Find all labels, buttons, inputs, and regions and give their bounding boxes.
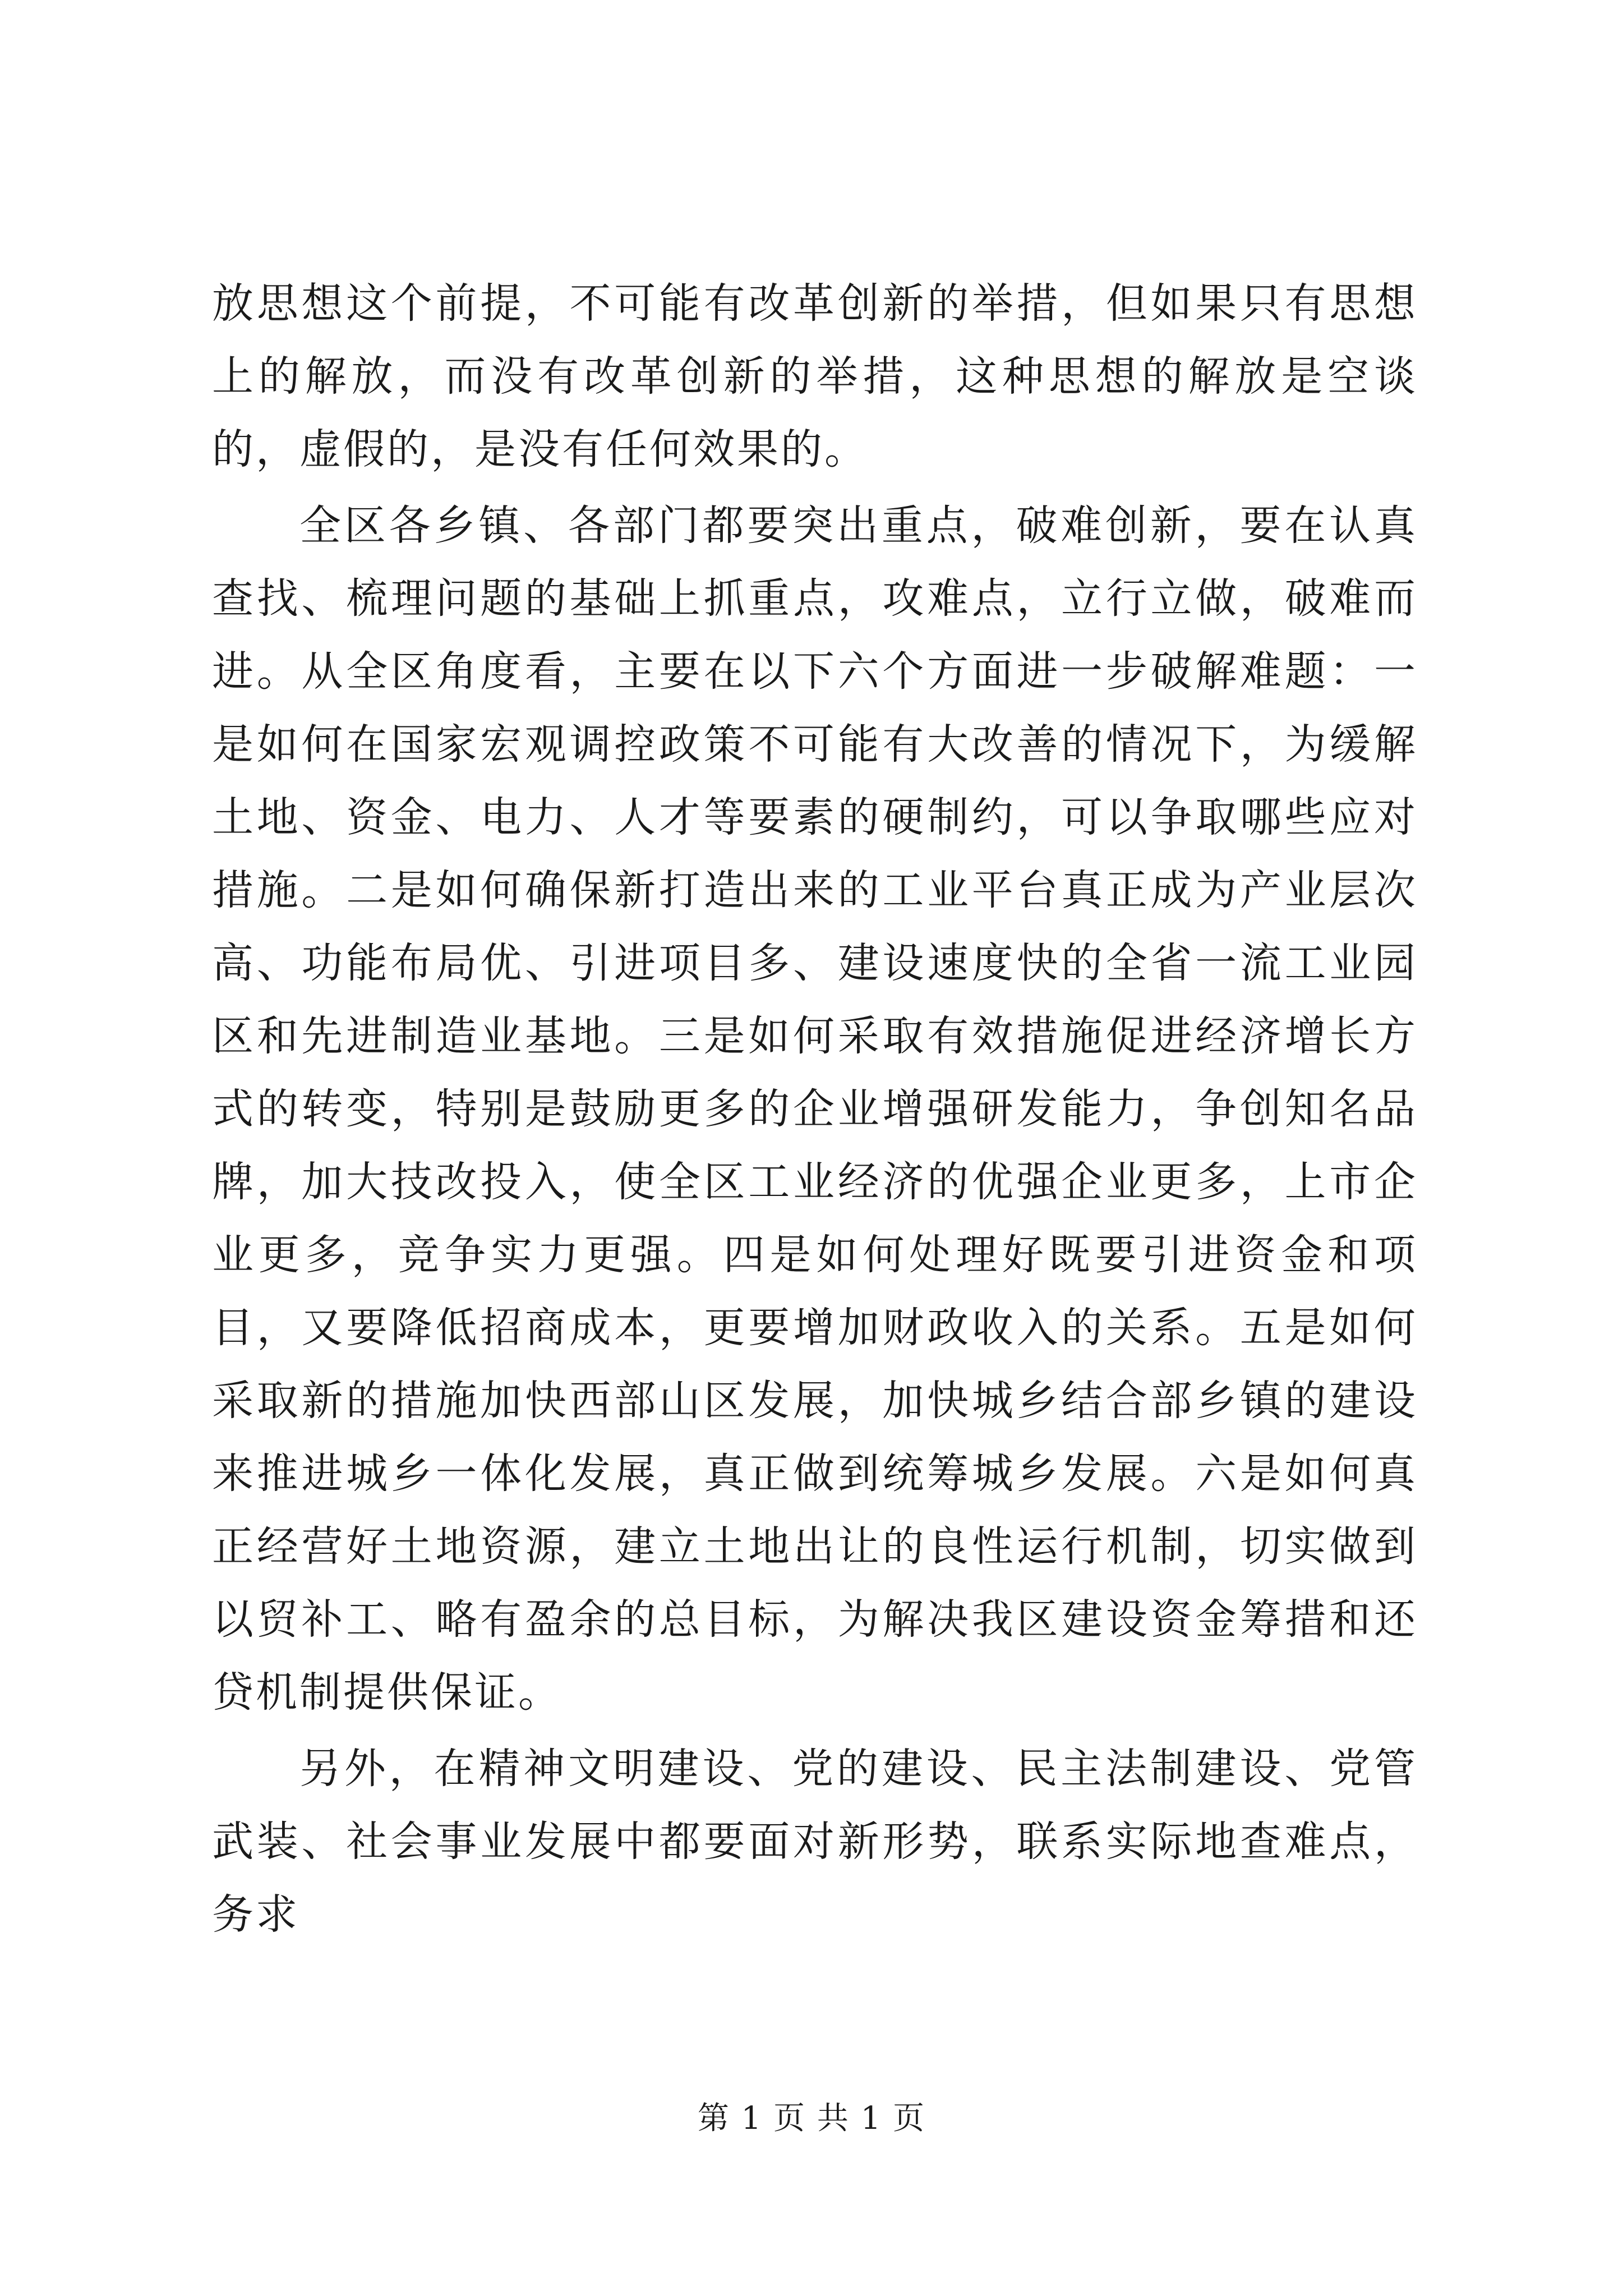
paragraph-2: 全区各乡镇、各部门都要突出重点，破难创新，要在认真查找、梳理问题的基础上抓重点，攻难点，立行立做，破难而进。从全区角度看，主要在以下六个方面进一步破解难题：一是如何在国家宏观调控政策不可能有大改善的情况下，为缓解土地、资金、电力、人才等要素的硬制约，可以争取哪些应对措施。二是如何确保新打造出来的工业平台真正成为产业层次高、功能布局优、引进项目多、建设速度快的全省一流工业园区和先进制造业基地。三是如何采取有效措施促进经济增长方式的转变，特别是鼓励更多的企业增强研发能力，争创知名品牌，加大技改投入，使全区工业经济的优强企业更多，上市企业更多，竞争实力更强。四是如何处理好既要引进资金和项目，又要降低招商成本，更要增加财政收入的关系。五是如何采取新的措施加快西部山区发展，加快城乡结合部乡镇的建设来推进城乡一体化发展，真正做到统筹城乡发展。六是如何真正经营好土地资源，建立土地出让的良性运行机制，切实做到以贸补工、略有盈余的总目标，为解决我区建设资金筹措和还贷机制提供保证。 (212, 501, 1418, 1717)
paragraph-1: 放思想这个前提，不可能有改革创新的举措，但如果只有思想上的解放，而没有改革创新的举措，这种思想的解放是空谈的，虚假的，是没有任何效果的。 (212, 279, 1418, 473)
document-body (212, 267, 1418, 1951)
page-footer: 第 1 页 共 1 页 (697, 2100, 926, 2137)
paragraph-3: 另外，在精神文明建设、党的建设、民主法制建设、党管武装、社会事业发展中都要面对新形势，联系实际地查难点，务求 (212, 1745, 1418, 1939)
